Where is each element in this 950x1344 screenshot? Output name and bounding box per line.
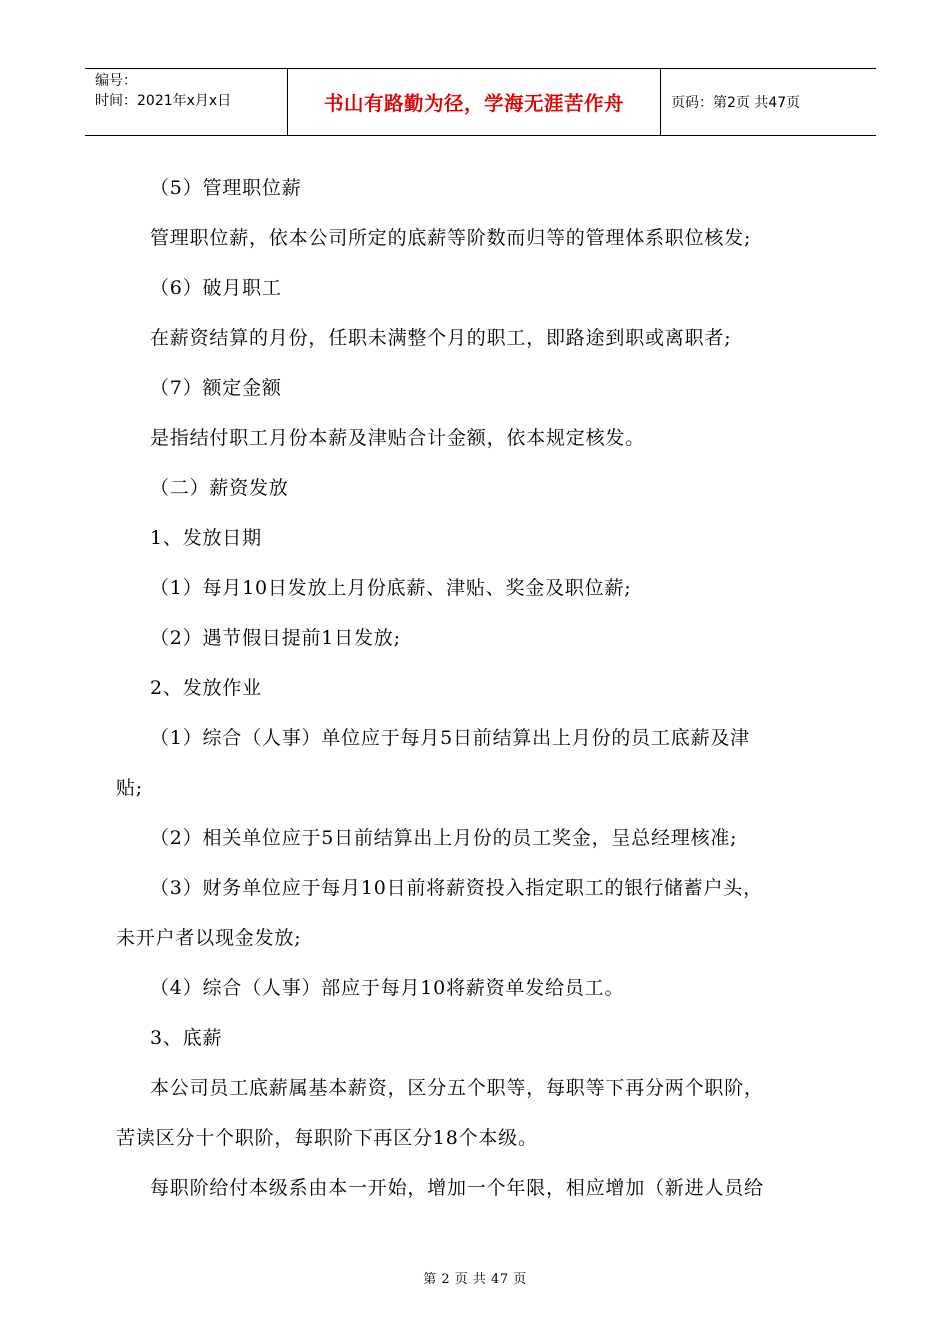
- paragraph: 管理职位薪，依本公司所定的底薪等阶数而归等的管理体系职位核发;: [150, 227, 752, 249]
- paragraph-continuation: 贴;: [116, 777, 144, 799]
- paragraph: （7）额定金额: [150, 377, 282, 399]
- document-time-label: 时间：2021年x月x日: [95, 93, 232, 109]
- paragraph: （二）薪资发放: [150, 477, 289, 499]
- paragraph: 3、底薪: [150, 1027, 223, 1049]
- header-motto-cell: [287, 69, 661, 135]
- paragraph: （1）每月10日发放上月份底薪、津贴、奖金及职位薪;: [150, 577, 632, 599]
- header-table: [85, 68, 876, 136]
- paragraph: 2、发放作业: [150, 677, 262, 699]
- header-page-cell: [661, 69, 876, 135]
- paragraph: （5）管理职位薪: [150, 177, 302, 199]
- paragraph: （4）综合（人事）部应于每月10将薪资单发给员工。: [150, 977, 625, 999]
- paragraph: （6）破月职工: [150, 277, 282, 299]
- paragraph: （3）财务单位应于每月10日前将薪资投入指定职工的银行储蓄户头，: [150, 877, 763, 899]
- paragraph-continuation: 未开户者以现金发放;: [116, 927, 302, 949]
- paragraph: （1）综合（人事）单位应于每月5日前结算出上月份的员工底薪及津: [150, 727, 750, 749]
- paragraph: 本公司员工底薪属基本薪资，区分五个职等，每职等下再分两个职阶，: [150, 1077, 764, 1099]
- paragraph: 1、发放日期: [150, 527, 262, 549]
- header-motto: 书山有路勤为径，学海无涯苦作舟: [323, 92, 624, 115]
- paragraph: （2）相关单位应于5日前结算出上月份的员工奖金，呈总经理核准;: [150, 827, 738, 849]
- paragraph: 每职阶给付本级系由本一开始，增加一个年限，相应增加（新进人员给: [150, 1177, 764, 1199]
- header-meta: [85, 69, 287, 135]
- paragraph: （2）遇节假日提前1日发放;: [150, 627, 401, 649]
- header-page-label: 页码：第2页 共47页: [671, 95, 801, 111]
- paragraph: 在薪资结算的月份，任职未满整个月的职工，即路途到职或离职者;: [150, 327, 732, 349]
- page-footer: 第 2 页 共 47 页: [423, 1272, 527, 1287]
- paragraph: 是指结付职工月份本薪及津贴合计金额，依本规定核发。: [150, 427, 646, 449]
- document-number-label: 编号：: [95, 73, 137, 89]
- paragraph-continuation: 苦读区分十个职阶，每职阶下再区分18个本级。: [116, 1127, 538, 1149]
